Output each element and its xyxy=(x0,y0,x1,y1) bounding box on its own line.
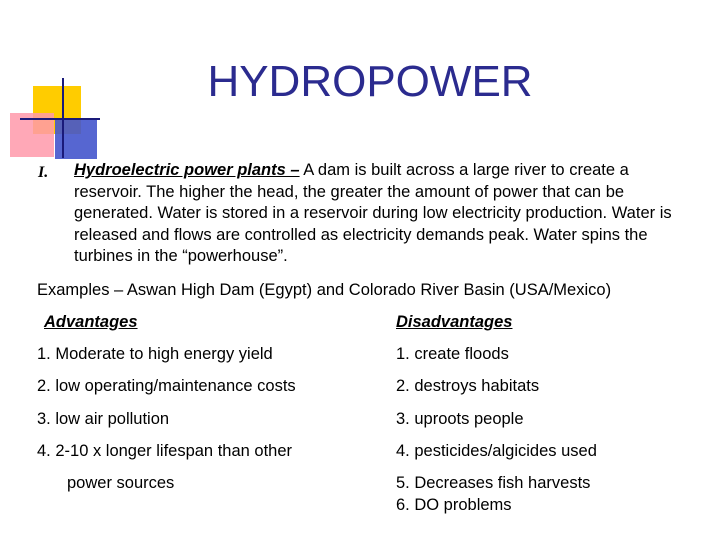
disadvantage-item: 6. DO problems xyxy=(396,496,512,514)
advantage-item: 1. Moderate to high energy yield xyxy=(37,345,273,363)
advantages-heading: Advantages xyxy=(44,313,138,331)
item-number: I. xyxy=(38,164,49,181)
disadvantage-item: 5. Decreases fish harvests xyxy=(396,474,591,492)
page-title: HYDROPOWER xyxy=(207,57,533,106)
item-paragraph xyxy=(74,160,684,268)
disadvantage-item: 3. uproots people xyxy=(396,410,524,428)
item-heading: Hydroelectric power plants – xyxy=(74,161,300,179)
disadvantage-item: 1. create floods xyxy=(396,345,509,363)
examples-line: Examples – Aswan High Dam (Egypt) and Colorado River Basin (USA/Mexico) xyxy=(37,281,612,299)
disadvantages-heading: Disadvantages xyxy=(396,313,513,331)
item-body: A dam is built across a large river to create a reservoir. The higher the head, the greater the amount of power that can be generated. Water is stored in a reservoir during low electricity production. Water is released and flows are controlled as electricity demands peak. Water spins the turbines in the “powerhouse”. xyxy=(74,161,672,265)
disadvantage-item: 2. destroys habitats xyxy=(396,377,540,395)
advantage-item: 3. low air pollution xyxy=(37,410,170,428)
advantage-item: 2. low operating/maintenance costs xyxy=(37,377,296,395)
advantage-item: 4. 2-10 x longer lifespan than other xyxy=(37,442,293,460)
decor-horizontal-line xyxy=(20,118,100,120)
advantage-item-continued: power sources xyxy=(67,474,175,492)
disadvantage-item: 4. pesticides/algicides used xyxy=(396,442,597,460)
